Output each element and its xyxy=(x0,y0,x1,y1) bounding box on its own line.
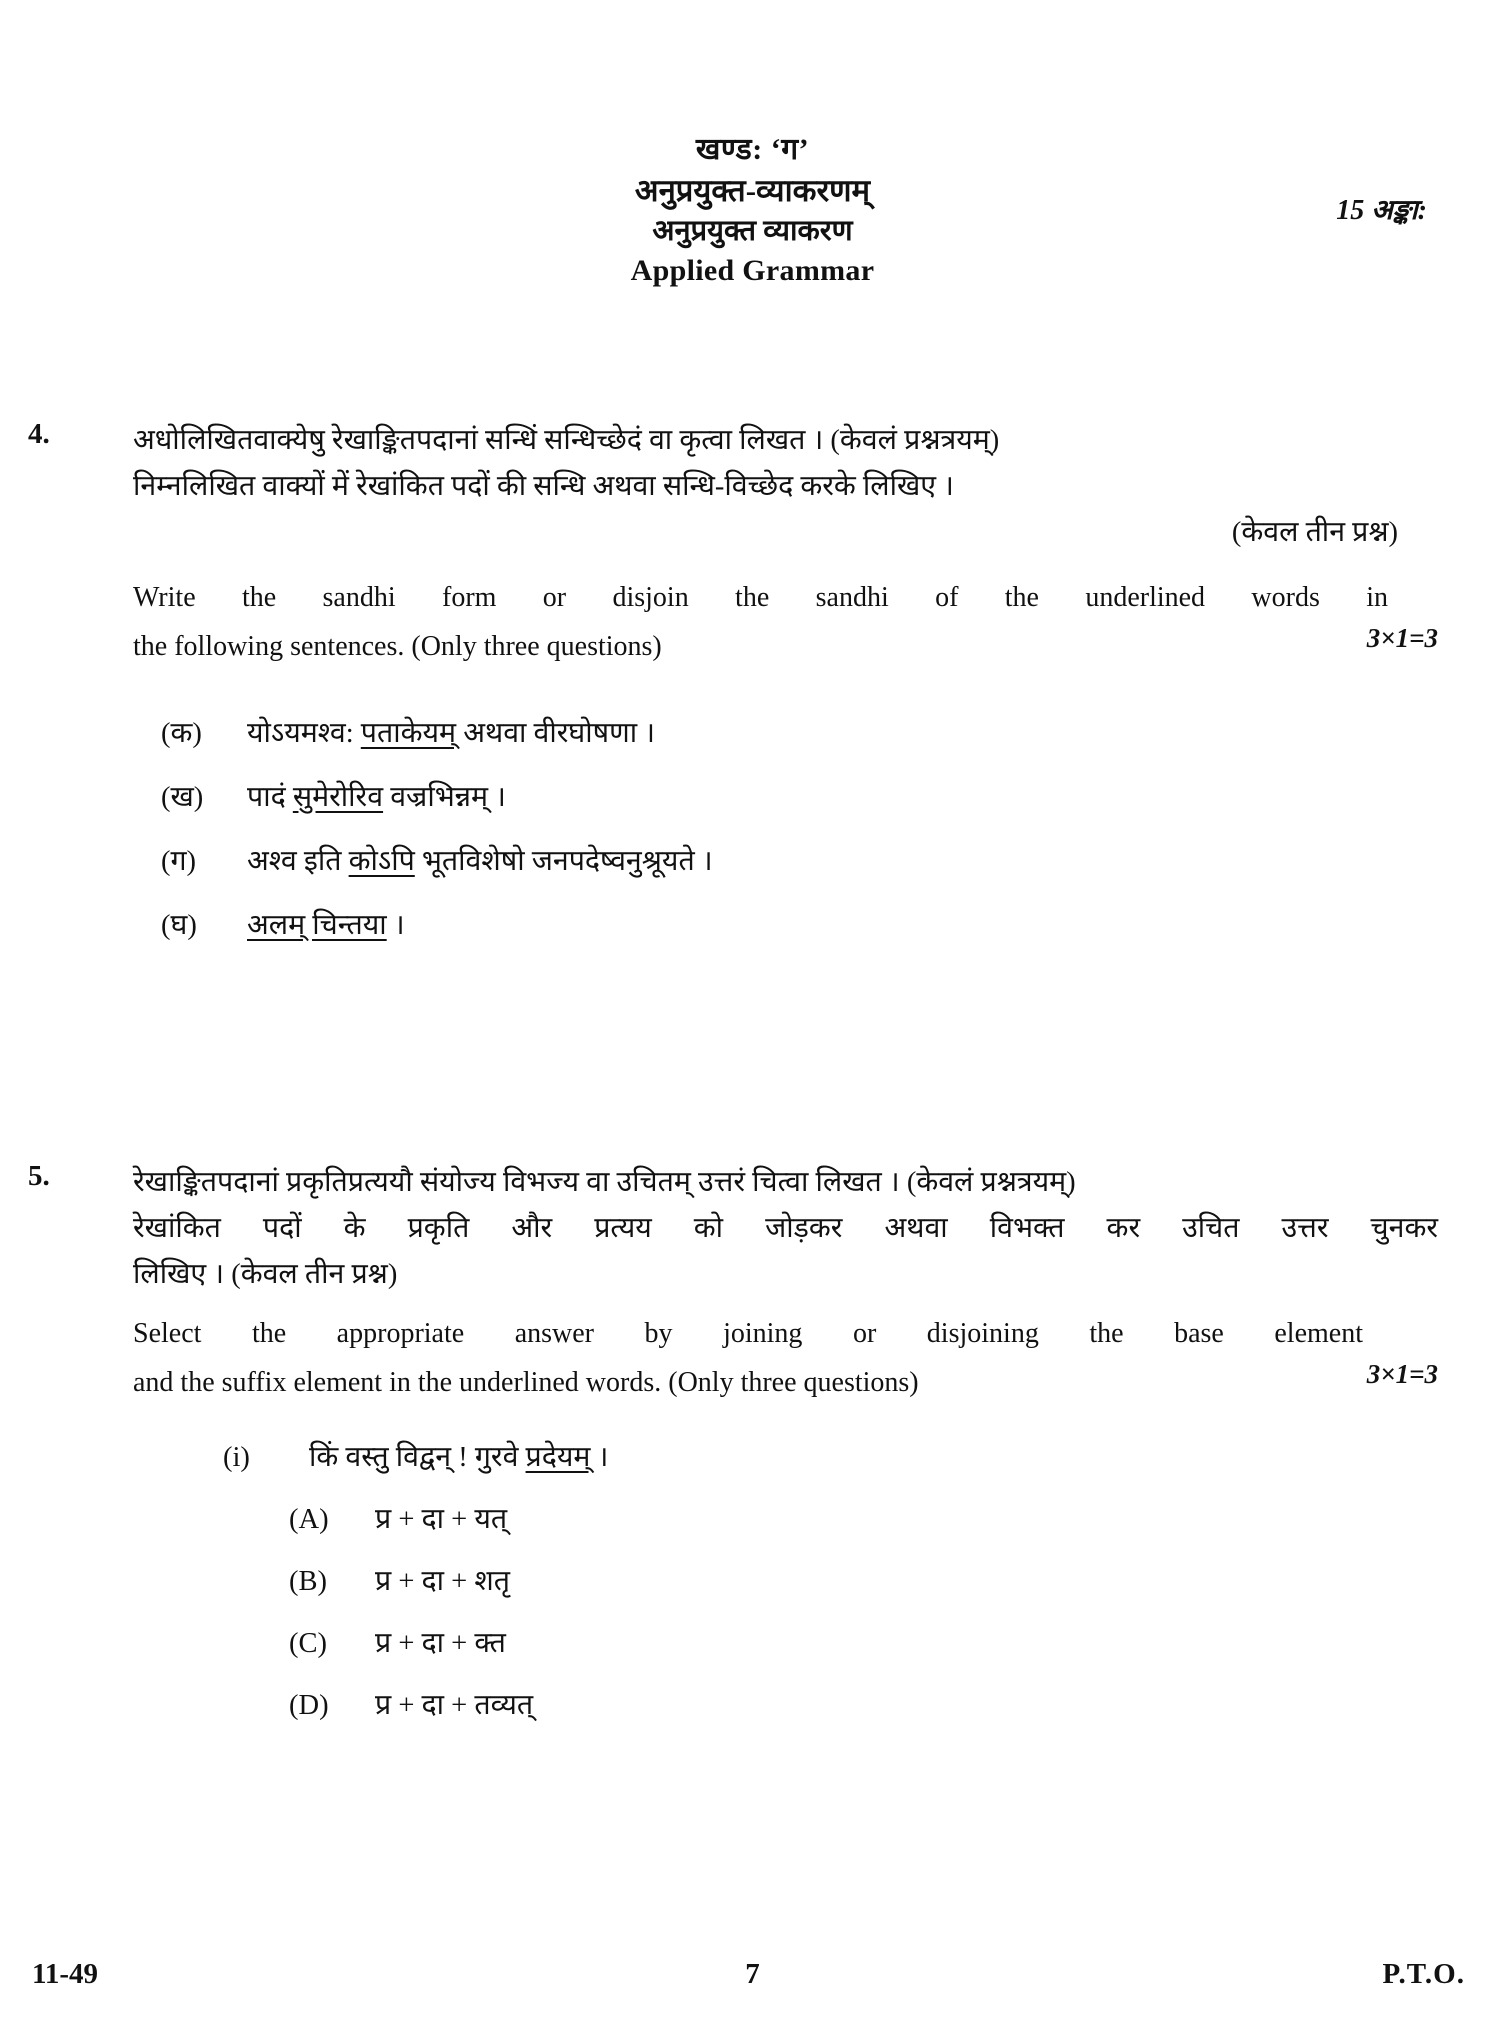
question-5-hindi-line-1: रेखांकित पदों के प्रकृति और प्रत्यय को जोड़कर अथवा विभक्त कर उचित उत्तर चुनकर xyxy=(133,1213,1438,1245)
question-5-sub-question xyxy=(223,1437,1438,1475)
question-4-item-b-label: (ख) xyxy=(161,781,204,813)
question-4-sanskrit-line-1: अधोलिखितवाक्येषु रेखाङ्कितपदानां सन्धिं सन्धिच्छेदं वा कृत्वा लिखत । (केवलं प्रश्नत्रयम्) xyxy=(133,425,1000,456)
question-5-sub-question-label: (i) xyxy=(223,1441,250,1473)
section-khand-label: खण्ड: ‘ग’ xyxy=(695,133,810,166)
question-5-sanskrit-line-1: रेखाङ्कितपदानां प्रकृतिप्रत्ययौ संयोज्य विभज्य वा उचितम् उत्तरं चित्वा लिखत । (केवलं प्रश्नत्रयम्) xyxy=(133,1167,1076,1198)
question-5-choice-d[interactable] xyxy=(289,1685,1438,1723)
question-4-english-line-1: Write the sandhi form or disjoin the sandhi of the underlined words in xyxy=(133,582,1388,614)
question-5-sub-question-underlined: प्रदेयम् xyxy=(525,1441,591,1473)
question-5-choice-c[interactable] xyxy=(289,1623,1438,1661)
section-marks: 15 अङ्का: xyxy=(1336,195,1427,226)
question-4-item-b-underlined: सुमेरोरिव xyxy=(292,781,384,813)
question-4-item-d xyxy=(161,905,1438,943)
question-4-item-d-underlined: अलम् चिन्तया xyxy=(247,909,387,941)
question-4-item-a-label: (क) xyxy=(161,717,202,749)
section-heading xyxy=(0,130,1505,291)
question-5-choice-d-label: (D) xyxy=(289,1689,329,1721)
question-4-item-d-post: । xyxy=(386,909,405,941)
question-5-english-line-2: and the suffix element in the underlined words. (Only three questions) xyxy=(133,1366,919,1398)
question-4-item-b xyxy=(161,777,1438,815)
pto-label: P.T.O. xyxy=(1382,1958,1465,1990)
question-4-item-b-pre: पादं xyxy=(247,781,293,813)
section-title-sanskrit: अनुप्रयुक्त-व्याकरणम् xyxy=(634,173,871,209)
question-4-hindi-line-1: निम्नलिखित वाक्यों में रेखांकित पदों की सन्धि अथवा सन्धि-विच्छेद करके लिखिए । xyxy=(133,471,954,503)
paper-code: 11-49 xyxy=(32,1958,99,1990)
question-4-body xyxy=(133,418,1438,943)
question-4-item-a-pre: योऽयमश्व: xyxy=(247,717,361,749)
question-5-sub-question-post: । xyxy=(590,1441,609,1473)
question-4-marks: 3×1=3 xyxy=(1366,622,1438,653)
question-5-choice-b[interactable] xyxy=(289,1561,1438,1599)
question-4-item-c-label: (ग) xyxy=(161,845,197,877)
question-5-english-line-1: Select the appropriate answer by joining or disjoining the base element xyxy=(133,1318,1363,1350)
question-5-choice-a-text: प्र + दा + यत् xyxy=(375,1503,508,1535)
question-4-item-b-post: वज्रभिन्नम् । xyxy=(383,781,506,813)
question-4-item-c xyxy=(161,841,1438,879)
question-5-choice-d-text: प्र + दा + तव्यत् xyxy=(375,1689,534,1721)
page-footer xyxy=(0,1958,1505,1998)
question-5-choice-c-text: प्र + दा + क्त xyxy=(375,1627,506,1659)
question-4-item-c-post: भूतविशेषो जनपदेष्वनुश्रूयते । xyxy=(414,845,713,877)
question-5-choice-b-text: प्र + दा + शतृ xyxy=(375,1565,511,1597)
page-number: 7 xyxy=(745,1958,760,1990)
question-5-choice-b-label: (B) xyxy=(289,1565,327,1597)
question-4-item-a-underlined: पताकेयम् xyxy=(360,717,457,749)
question-5-choice-a-label: (A) xyxy=(289,1503,329,1535)
question-4-item-d-label: (घ) xyxy=(161,909,197,941)
question-4-item-a xyxy=(161,713,1438,751)
question-4-number: 4. xyxy=(28,418,50,450)
question-5-body xyxy=(133,1160,1438,1723)
section-title-hindi: अनुप्रयुक्त व्याकरण xyxy=(652,214,853,247)
question-5-number: 5. xyxy=(28,1160,50,1192)
question-4-hindi-line-2: (केवल तीन प्रश्न) xyxy=(1231,517,1398,549)
question-5-choice-c-label: (C) xyxy=(289,1627,327,1659)
section-title-english: Applied Grammar xyxy=(630,253,875,287)
question-4-english-line-2: the following sentences. (Only three questions) xyxy=(133,630,662,662)
question-4-item-a-post: अथवा वीरघोषणा । xyxy=(456,717,656,749)
question-5-choice-a[interactable] xyxy=(289,1499,1438,1537)
question-5-sub-question-pre: किं वस्तु विद्वन् ! गुरवे xyxy=(309,1441,526,1473)
question-5-hindi-line-2: लिखिए । (केवल तीन प्रश्न) xyxy=(133,1259,398,1291)
question-4-item-c-pre: अश्व इति xyxy=(247,845,349,877)
question-4-item-c-underlined: कोऽपि xyxy=(348,845,415,877)
question-5-marks: 3×1=3 xyxy=(1366,1358,1438,1389)
